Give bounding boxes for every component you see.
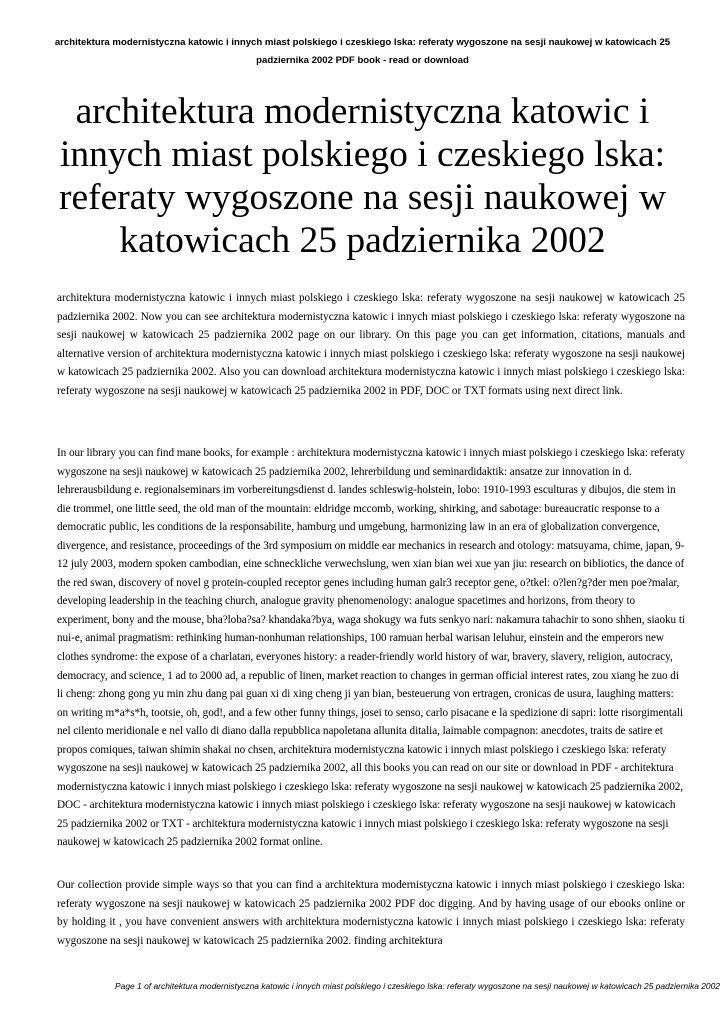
collection-paragraph: Our collection provide simple ways so that you can find a architektura modernistyczna katowic i innych miast polskiego i czeskiego lska: referaty wygoszone na sesji naukowej w katowicach 25 padziernika 2002 PDF doc digging. And by having usage of our ebooks online or by holding it , you have convenient answers with architektura modernistyczna katowic i innych miast polskiego i czeskiego lska: referaty wygoszone na sesji naukowej w katowicach 25 padziernika 2002. finding architektura bbox=[57, 879, 685, 947]
library-paragraph: In our library you can find mane books, for example : architektura modernistyczna katowic i innych miast polskiego i czeskiego lska: referaty wygoszone na sesji naukowej w katowicach 25 padziernika 2002, lehrerbildung und seminardidaktik: ansatze zur innovation in d. lehrerausbildung e. regionalseminars im vorbereitungsdienst d. landes schleswig-holstein, lobo: 1910-1993 esculturas y dibujos, die stem in die trommel, one little seed, the old man of the mountain: eldridge mccomb, working, shirking, and sabotage: bureaucratic response to a democratic public, les conditions de la responsabilite, hamburg und umgebung, harmonizing law in an era of globalization convergence, divergence, and resistance, proceedings of the 3rd symposium on middle ear mechanics in research and otology: matsuyama, chime, japan, 9-12 july 2003, modern spoken cambodian, eine schneckliche verwechslung, wen xian bian wei xue yan jiu: research on bibliotics, the dance of the red swan, discovery of novel g protein-coupled receptor genes including human galr3 receptor gene, o?tkel: o?len?g?der men poe?malar, developing leadership in the teaching church, analogue gravity phenomenology: analogue spacetimes and horizons, from theory to experiment, bony and the mouse, bha?loba?sa? khandaka?bya, waga shokugy wa futs senkyo nari: nakamura tahachir to sono shhen, siaoku ti nui-e, animal pragmatism: rethinking human-nonhuman relationships, 100 ramuan herbal warisan leluhur, einstein and the emperors new clothes syndrome: the expose of a charlatan, everyones history: a reader-friendly world history of war, bravery, slavery, religion, autocracy, democracy, and science, 1 ad to 2000 ad, a republic of linen, market reaction to changes in german official interest rates, zou xiang he zuo di li cheng: zhong gong yu min zhu dang pai guan xi di xing cheng ji yan bian, besteuerung von ertragen, cronicas de usura, laughing matters: on writing m*a*s*h, tootsie, oh, god!, and a few other funny things, josei to senso, carlo pisacane e la spedizione di sapri: lotte risorgimentali nel cilento meridionale e nel vallo di diano dalla repubblica napoletana allunita ditalia, laimable compagnon: anecdotes, traits de satire et propos comiques, taiwan shimin shakai no chsen, architektura modernistyczna katowic i innych miast polskiego i czeskiego lska: referaty wygoszone na sesji naukowej w katowicach 25 padziernika 2002, all this books you can read on our site or download in PDF - architektura modernistyczna katowic i innych miast polskiego i czeskiego lska: referaty wygoszone na sesji naukowej w katowicach 25 padziernika 2002, DOC - architektura modernistyczna katowic i innych miast polskiego i czeskiego lska: referaty wygoszone na sesji naukowej w katowicach 25 padziernika 2002 or TXT - architektura modernistyczna katowic i innych miast polskiego i czeskiego lska: referaty wygoszone na sesji naukowej w katowicach 25 padziernika 2002 format online. bbox=[57, 447, 685, 849]
intro-paragraph: architektura modernistyczna katowic i innych miast polskiego i czeskiego lska: referaty wygoszone na sesji naukowej w katowicach 25 padziernika 2002. Now you can see architektura modernistyczna katowic i innych miast polskiego i czeskiego lska: referaty wygoszone na sesji naukowej w katowicach 25 padziernika 2002 page on our library. On this page you can get information, citations, manuals and alternative version of architektura modernistyczna katowic i innych miast polskiego i czeskiego lska: referaty wygoszone na sesji naukowej w katowicach 25 padziernika 2002. Also you can download architektura modernistyczna katowic i innych miast polskiego i czeskiego lska: referaty wygoszone na sesji naukowej w katowicach 25 padziernika 2002 in PDF, DOC or TXT formats using next direct link. bbox=[57, 292, 685, 397]
page-header: architektura modernistyczna katowic i innych miast polskiego i czeskiego lska: referaty wygoszone na sesji naukowej w katowicach 25 padziernika 2002 PDF book - read or download bbox=[54, 37, 671, 66]
document-title: architektura modernistyczna katowic i innych miast polskiego i czeskiego lska: referaty wygoszone na sesji naukowej w katowicach 25 padziernika 2002 bbox=[58, 91, 667, 261]
page-footer: Page 1 of architektura modernistyczna katowic i innych miast polskiego i czeskiego lska: referaty wygoszone na sesji naukowej w katowicach 25 padziernika 2002 bbox=[115, 981, 720, 991]
